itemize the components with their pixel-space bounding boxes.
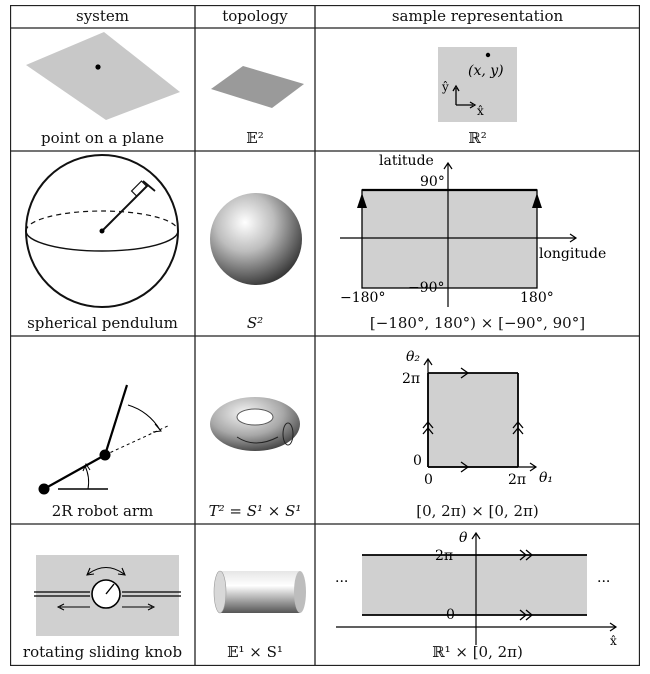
row2-representation-caption: [−180°, 180°) × [−90°, 90°] — [369, 314, 586, 332]
row2-topology-caption: S² — [246, 314, 264, 332]
r2-axis-x-label: x̂ — [477, 104, 484, 118]
plane-topology-illustration — [211, 66, 304, 108]
ellipsis-right: ... — [597, 570, 611, 586]
theta2-label: θ₂ — [406, 349, 421, 365]
plane-point — [95, 64, 100, 69]
theta-label: θ — [459, 530, 468, 546]
lat-max-label: 90° — [420, 174, 445, 190]
r2-point — [486, 53, 490, 57]
two-pi-x-label: 2π — [508, 472, 527, 488]
header-topology: topology — [222, 7, 288, 25]
theta1-label: θ₁ — [539, 470, 554, 486]
cylinder-strip — [362, 555, 587, 615]
row1-topology-caption: 𝔼² — [246, 129, 264, 147]
torus-square — [428, 373, 518, 467]
robot-elbow-joint — [100, 450, 111, 461]
r2-point-label: (x, y) — [468, 63, 504, 79]
r2-axis-y-label: ŷ — [442, 80, 449, 94]
row1-representation-caption: ℝ² — [468, 129, 487, 147]
robot-arm — [44, 385, 170, 489]
lon-max-label: 180° — [520, 290, 554, 306]
representation-table — [10, 5, 640, 666]
table-graphics — [10, 5, 640, 666]
header-system: system — [76, 7, 129, 25]
two-pi-y-label: 2π — [402, 371, 421, 387]
strip-axis-x-label: x̂ — [610, 634, 617, 648]
latitude-label: latitude — [379, 153, 434, 169]
two-pi-label: 2π — [435, 548, 454, 564]
pendulum-pivot — [100, 229, 105, 234]
row3-system-caption: 2R robot arm — [51, 502, 154, 520]
row3-representation-caption: [0, 2π) × [0, 2π) — [416, 502, 539, 520]
row4-representation-caption: ℝ¹ × [0, 2π) — [432, 643, 523, 661]
header-representation: sample representation — [391, 7, 564, 25]
cylinder-illustration — [214, 571, 306, 613]
row2-system-caption: spherical pendulum — [27, 314, 178, 332]
plane-illustration — [26, 32, 180, 120]
longitude-label: longitude — [539, 246, 607, 262]
lon-min-label: −180° — [340, 290, 386, 306]
row1-system-caption: point on a plane — [41, 129, 164, 147]
torus-illustration — [210, 397, 300, 451]
latlon-rectangle — [362, 190, 537, 288]
row4-system-caption: rotating sliding knob — [22, 643, 183, 661]
robot-base-joint — [39, 484, 50, 495]
ellipsis-left: ... — [335, 570, 349, 586]
row4-topology-caption: 𝔼¹ × S¹ — [227, 643, 283, 661]
row3-topology-caption: T² = S¹ × S¹ — [208, 502, 302, 520]
lat-min-label: −90° — [408, 280, 445, 296]
zero-label: 0 — [446, 607, 455, 623]
zero-x-label: 0 — [424, 472, 433, 488]
s2-sphere-illustration — [210, 193, 302, 285]
zero-y-label: 0 — [413, 453, 422, 469]
